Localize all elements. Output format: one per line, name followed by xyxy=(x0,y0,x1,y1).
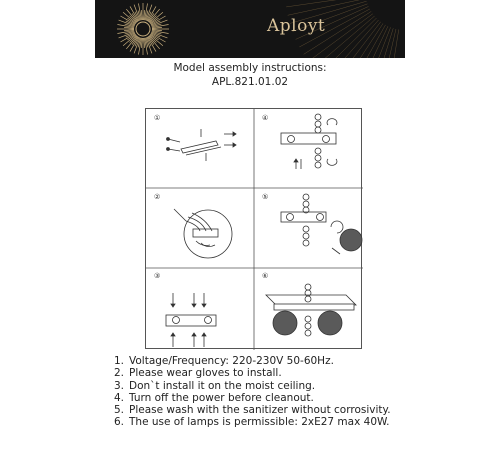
step5-globe-drawing xyxy=(281,194,362,254)
instruction-list xyxy=(114,355,391,429)
instruction-item: 6. The use of lamps is permissible: 2xE27 max 40W. xyxy=(114,416,390,429)
model-number: APL.821.01.02 xyxy=(211,76,289,88)
step-number-6: ⑥ xyxy=(262,272,269,280)
assembly-diagrams xyxy=(146,109,363,350)
instruction-item: 3. Don`t install it on the moist ceiling. xyxy=(114,379,316,392)
instruction-item: 5. Please wash with the sanitizer without corrosivity. xyxy=(114,404,391,417)
step3-mounting-drawing xyxy=(166,293,216,347)
sunburst-logo-icon xyxy=(95,0,405,58)
step-number-3: ③ xyxy=(154,272,161,280)
brand-banner xyxy=(95,0,405,58)
step-number-2: ② xyxy=(154,193,161,201)
instruction-item: 2. Please wear gloves to install. xyxy=(114,367,282,380)
instruction-item: 4. Turn off the power before cleanout. xyxy=(114,391,314,404)
document-title: Model assembly instructions: xyxy=(173,62,327,74)
assembly-diagram-grid xyxy=(145,108,362,349)
step-number-5: ⑤ xyxy=(262,193,269,201)
step-number-1: ① xyxy=(154,114,161,122)
step4-fixture-drawing xyxy=(281,114,337,169)
step1-bracket-drawing xyxy=(167,129,237,161)
step6-assembled-drawing xyxy=(266,284,356,336)
instruction-item: 1. Voltage/Frequency: 220-230V 50-60Hz. xyxy=(114,355,334,367)
step-number-4: ④ xyxy=(262,114,269,122)
step2-wiring-drawing xyxy=(174,209,232,258)
brand-name: Aployt xyxy=(267,16,326,36)
